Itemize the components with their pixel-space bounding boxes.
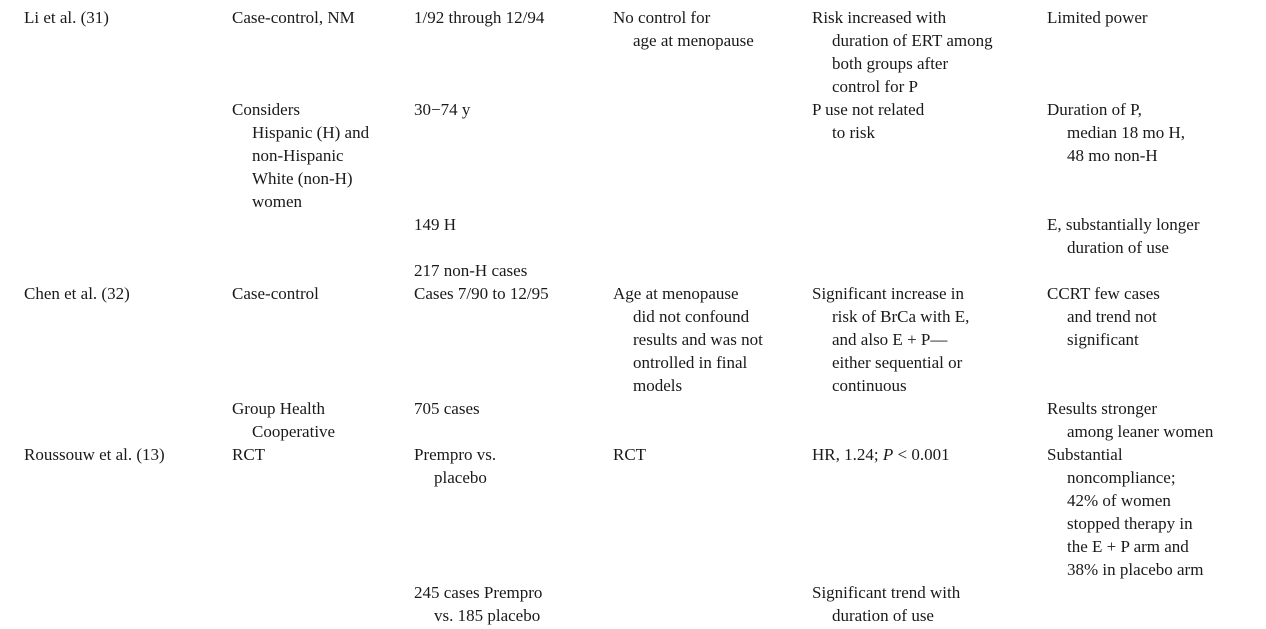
result-line: and also E + P—: [832, 330, 948, 349]
cases-cell: [414, 259, 527, 282]
age-range-cell: [414, 98, 470, 121]
age-range-text: 30−74 y: [414, 100, 471, 119]
result-cell: [812, 98, 924, 144]
cases-text: 217 non-H cases: [414, 261, 528, 280]
design-line: Cooperative: [252, 422, 336, 441]
limitation-line: Results stronger: [1047, 399, 1158, 418]
period-line: Prempro vs.: [414, 445, 497, 464]
cases-text: 705 cases: [414, 399, 480, 418]
result-cell: [812, 581, 960, 627]
cases-cell: [414, 213, 456, 236]
limitation-line: significant: [1067, 330, 1139, 349]
study-name: [24, 443, 165, 466]
result-line: duration of ERT among: [832, 31, 993, 50]
limitation-line: and trend not: [1067, 307, 1157, 326]
limitation-line: the E + P arm and: [1067, 537, 1189, 556]
result-line: control for P: [832, 77, 918, 96]
p-symbol: P: [882, 445, 894, 464]
confound-cell: [613, 6, 754, 52]
limitation-line: median 18 mo H,: [1067, 123, 1186, 142]
limitation-line: duration of use: [1067, 238, 1169, 257]
confound-line: Age at menopause: [613, 284, 739, 303]
result-line: Risk increased with: [812, 8, 947, 27]
result-line: P use not related: [812, 100, 925, 119]
limitation-line: 38% in placebo arm: [1067, 560, 1204, 579]
confound-line: models: [633, 376, 683, 395]
cases-line: 245 cases Prempro: [414, 583, 543, 602]
result-cell: [812, 6, 993, 98]
period-cell: [414, 282, 549, 305]
period-cell: [414, 443, 496, 489]
period-cell: [414, 6, 544, 29]
study-text: Chen et al. (32): [24, 284, 130, 303]
period-text: 1/92 through 12/94: [414, 8, 545, 27]
result-line: both groups after: [832, 54, 949, 73]
limitation-line: 42% of women: [1067, 491, 1171, 510]
hazard-ratio-text: HR, 1.24;: [812, 445, 883, 464]
confound-line: No control for: [613, 8, 711, 27]
result-line: duration of use: [832, 606, 934, 625]
design-line: non-Hispanic: [252, 146, 344, 165]
result-cell: [812, 443, 950, 466]
confound-cell: [613, 443, 646, 466]
design-line: Considers: [232, 100, 300, 119]
cases-cell: [414, 397, 480, 420]
limitation-line: CCRT few cases: [1047, 284, 1160, 303]
limitation-line: Substantial: [1047, 445, 1123, 464]
design-text: Case-control, NM: [232, 8, 355, 27]
result-line: risk of BrCa with E,: [832, 307, 970, 326]
limitation-line: 48 mo non-H: [1067, 146, 1158, 165]
design-line: White (non-H): [252, 169, 353, 188]
study-text: Li et al. (31): [24, 8, 109, 27]
limitation-cell: [1047, 443, 1203, 581]
result-cell: [812, 282, 969, 397]
confound-line: did not confound: [633, 307, 750, 326]
limitation-cell: [1047, 397, 1213, 443]
design-cell: [232, 98, 369, 213]
study-text: Roussouw et al. (13): [24, 445, 165, 464]
result-line: continuous: [832, 376, 907, 395]
limitation-line: E, substantially longer: [1047, 215, 1200, 234]
result-line: Significant increase in: [812, 284, 965, 303]
confound-line: ontrolled in final: [633, 353, 748, 372]
limitation-cell: [1047, 213, 1200, 259]
limitation-cell: [1047, 6, 1148, 29]
cases-text: 149 H: [414, 215, 457, 234]
period-text: Cases 7/90 to 12/95: [414, 284, 549, 303]
design-line: women: [252, 192, 303, 211]
design-cell: [232, 6, 355, 29]
confound-line: results and was not: [633, 330, 763, 349]
result-line: to risk: [832, 123, 875, 142]
design-line: Group Health: [232, 399, 326, 418]
study-name: [24, 282, 130, 305]
period-line: placebo: [434, 468, 487, 487]
limitation-cell: [1047, 98, 1185, 167]
design-cell: [232, 397, 335, 443]
confound-line: age at menopause: [633, 31, 754, 50]
confound-line: RCT: [613, 445, 647, 464]
study-name: [24, 6, 109, 29]
p-value-text: < 0.001: [893, 445, 950, 464]
design-text: RCT: [232, 445, 266, 464]
design-line: Hispanic (H) and: [252, 123, 370, 142]
cases-line: vs. 185 placebo: [434, 606, 541, 625]
limitation-line: stopped therapy in: [1067, 514, 1193, 533]
limitation-line: Limited power: [1047, 8, 1148, 27]
design-text: Case-control: [232, 284, 319, 303]
confound-cell: [613, 282, 763, 397]
design-cell: [232, 443, 265, 466]
limitation-line: noncompliance;: [1067, 468, 1176, 487]
result-line: Significant trend with: [812, 583, 961, 602]
limitation-cell: [1047, 282, 1160, 351]
cases-cell: [414, 581, 542, 627]
design-cell: [232, 282, 319, 305]
limitation-line: among leaner women: [1067, 422, 1214, 441]
limitation-line: Duration of P,: [1047, 100, 1142, 119]
result-line: either sequential or: [832, 353, 963, 372]
hazard-ratio-line: [812, 443, 950, 466]
